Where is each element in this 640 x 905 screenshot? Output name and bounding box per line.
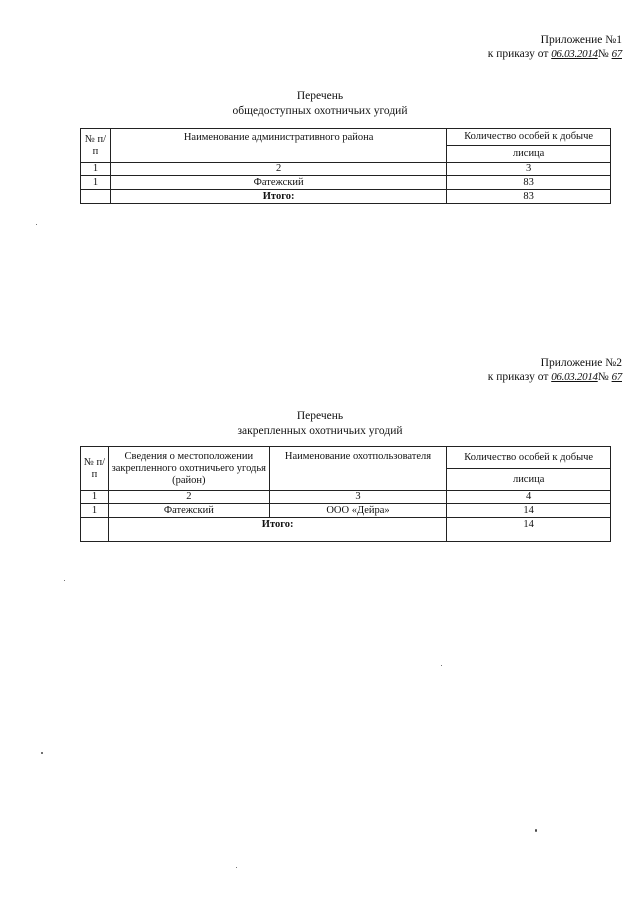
col-species-header: лисица (447, 469, 611, 491)
index-cell: 1 (81, 163, 111, 176)
col-location-header: Сведения о местоположении закрепленного охотничьего угодья (район) (108, 447, 269, 491)
row-district: Фатежский (110, 176, 446, 190)
scan-speck (236, 867, 237, 868)
order-number: 67 (611, 48, 622, 60)
scan-speck (41, 752, 43, 754)
index-cell: 3 (269, 491, 447, 504)
number-sign: № (597, 371, 609, 383)
col-num-header: № п/п (81, 129, 111, 163)
total-value: 83 (447, 190, 611, 204)
scan-speck (36, 224, 37, 225)
appendix-2-header (488, 356, 622, 384)
row-num: 1 (81, 504, 109, 518)
total-empty-cell (81, 518, 109, 542)
col-quota-header: Количество особей к добыче (447, 129, 611, 146)
list-heading: Перечень (296, 410, 344, 422)
list-subheading: закрепленных охотничьих угодий (237, 425, 403, 437)
index-cell: 3 (447, 163, 611, 176)
index-cell: 2 (110, 163, 446, 176)
total-label: Итого: (110, 190, 446, 204)
index-cell: 2 (108, 491, 269, 504)
order-prefix: к приказу от (487, 371, 549, 383)
assigned-grounds-table (80, 446, 611, 542)
col-user-header: Наименование охотпользователя (269, 447, 447, 491)
appendix-2-title: Приложение №2 (540, 357, 622, 369)
order-prefix: к приказу от (487, 48, 549, 60)
appendix-1-list-title (0, 89, 640, 119)
appendix-1-order-line (488, 47, 622, 61)
col-district-header: Наименование административного района (110, 129, 446, 163)
index-cell: 1 (81, 491, 109, 504)
index-cell: 4 (447, 491, 611, 504)
list-subheading: общедоступных охотничьих угодий (232, 105, 408, 117)
list-heading: Перечень (296, 90, 344, 102)
order-date: 06.03.2014 (551, 371, 598, 383)
row-user: ООО «Дейра» (269, 504, 447, 518)
col-quota-header: Количество особей к добыче (447, 447, 611, 469)
table-total-row (81, 518, 611, 542)
row-location: Фатежский (108, 504, 269, 518)
scan-speck (64, 580, 65, 581)
scan-speck (535, 829, 537, 832)
appendix-2-order-line (488, 370, 622, 384)
table-row (81, 504, 611, 518)
col-num-header: № п/п (81, 447, 109, 491)
appendix-1-header (488, 33, 622, 61)
number-sign: № (597, 48, 609, 60)
public-grounds-table (80, 128, 611, 204)
table-index-row (81, 163, 611, 176)
appendix-2-list-title (0, 409, 640, 439)
table-row (81, 176, 611, 190)
col-species-header: лисица (447, 146, 611, 163)
row-quota: 83 (447, 176, 611, 190)
appendix-1-title: Приложение №1 (540, 34, 622, 46)
order-number: 67 (611, 371, 622, 383)
table-total-row (81, 190, 611, 204)
row-num: 1 (81, 176, 111, 190)
row-quota: 14 (447, 504, 611, 518)
table-index-row (81, 491, 611, 504)
total-value: 14 (447, 518, 611, 542)
order-date: 06.03.2014 (551, 48, 598, 60)
total-empty-cell (81, 190, 111, 204)
total-label: Итого: (108, 518, 446, 542)
scan-speck (441, 665, 442, 666)
